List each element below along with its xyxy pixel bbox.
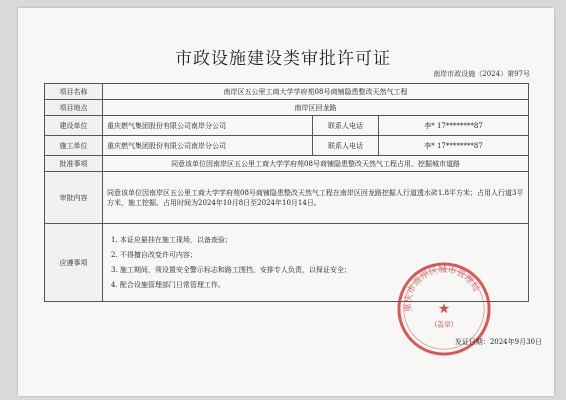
seal-text: 重庆市南岸区城市管理局 xyxy=(403,265,481,313)
label-project-name: 项目名称 xyxy=(45,84,103,100)
value-builder-contact: 李* 17********87 xyxy=(379,136,529,156)
label-notes: 应遵事项 xyxy=(45,224,103,302)
row-approval-item xyxy=(45,156,529,172)
row-project-site xyxy=(45,100,529,116)
value-approval-content: 同意该单位因南岸区五公里工商大学学府苑08号商铺隐患整改天然气工程在南岸区回龙路挖掘人行道透水砖1.8平方米；占用人行道3平方米，施工挖掘、占用时间为2024年10月8日至2024年10月14日。 xyxy=(103,172,529,224)
document-number: 南岸市政设施（2024）第97号 xyxy=(433,70,530,78)
label-builder-unit: 施工单位 xyxy=(45,136,103,156)
issue-date-label: 发证日期： xyxy=(454,338,490,346)
row-project-name xyxy=(45,84,529,100)
label-approval-item: 批准事项 xyxy=(45,156,103,172)
note-item: 3. 施工期间，须设置安全警示标志和路工围挡，安排专人负责，以保证安全； xyxy=(111,266,351,274)
value-construction-contact: 李* 17********87 xyxy=(379,116,529,136)
row-construction-unit xyxy=(45,116,529,136)
issue-date: 2024年9月30日 xyxy=(489,338,542,346)
value-project-site: 南岸区回龙路 xyxy=(103,100,529,116)
label-project-site: 项目地点 xyxy=(45,100,103,116)
note-item: 4. 配合设施管理部门日常管理工作。 xyxy=(111,281,225,289)
note-item: 2. 不得擅自改变许可内容； xyxy=(111,251,197,259)
label-construction-unit: 建设单位 xyxy=(45,116,103,136)
row-approval-content xyxy=(45,172,529,224)
row-builder-unit xyxy=(45,136,529,156)
value-builder-unit: 重庆燃气集团股份有限公司南岸分公司 xyxy=(103,136,313,156)
seal-center-text: (盖章) xyxy=(434,320,454,329)
label-approval-content: 审批内容 xyxy=(45,172,103,224)
value-project-name: 南岸区五公里工商大学学府苑08号商铺隐患整改天然气工程 xyxy=(103,84,529,100)
value-construction-unit: 重庆燃气集团股份有限公司南岸分公司 xyxy=(103,116,313,136)
issue-date-block xyxy=(455,336,542,347)
note-item: 1. 本证应悬挂在施工现场，以备查验； xyxy=(111,236,232,244)
label-construction-contact: 联系人电话 xyxy=(313,116,379,136)
document-title: 市政设施建设类审批许可证 xyxy=(175,49,391,69)
seal-star-icon: ★ xyxy=(437,300,451,317)
label-builder-contact: 联系人电话 xyxy=(313,136,379,156)
value-approval-item: 同意该单位因南岸区五公里工商大学学府苑08号商铺隐患整改天然气工程占用、挖掘城市道路 xyxy=(103,156,529,172)
